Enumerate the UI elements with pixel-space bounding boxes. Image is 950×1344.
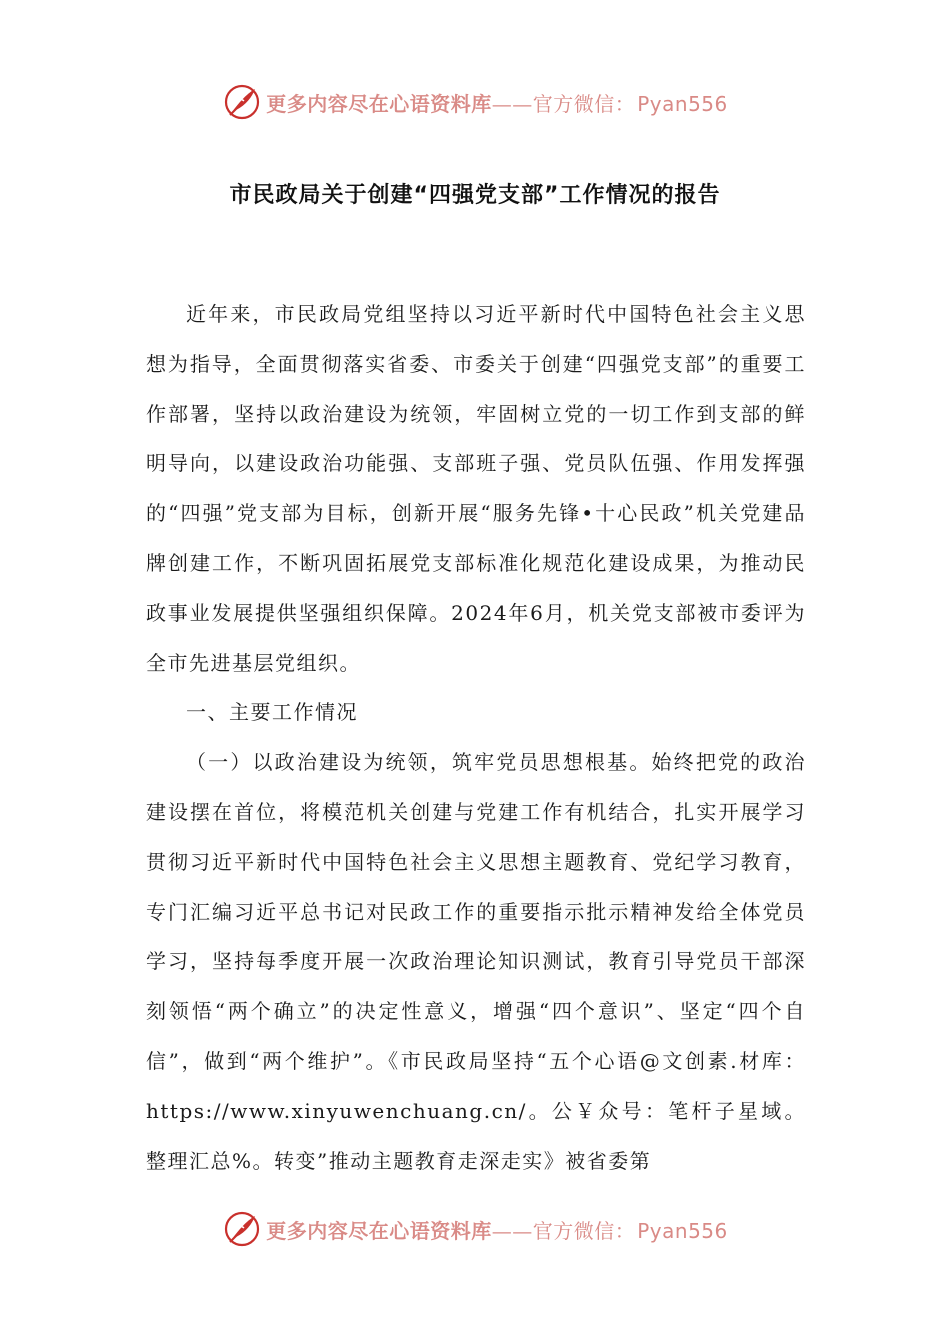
watermark-text xyxy=(266,88,728,117)
watermark-contact-id: Pyan556 xyxy=(637,1218,728,1243)
watermark-contact-label: 官方微信： xyxy=(532,91,636,116)
watermark-separator: —— xyxy=(491,1218,533,1243)
intro-paragraph: 近年来，市民政局党组坚持以习近平新时代中国特色社会主义思想为指导，全面贯彻落实省委、市委关于创建“四强党支部”的重要工作部署，坚持以政治建设为统领，牢固树立党的一切工作到支部的鲜明导向，以建设政治功能强、支部班子强、党员队伍强、作用发挥强的“四强”党支部为目标，创新开展“服务先锋•十心民政”机关党建品牌创建工作，不断巩固拓展党支部标准化规范化建设成果，为推动民政事业发展提供坚强组织保障。2024年6月，机关党支部被市委评为全市先进基层党组织。 xyxy=(146,302,806,675)
watermark-brand: 更多内容尽在心语资料库 xyxy=(266,1218,492,1243)
watermark-separator: —— xyxy=(491,91,533,116)
quill-pen-logo-icon xyxy=(222,82,262,122)
body-paragraph: （一）以政治建设为统领，筑牢党员思想根基。始终把党的政治建设摆在首位，将模范机关创建与党建工作有机结合，扎实开展学习贯彻习近平新时代中国特色社会主义思想主题教育、党纪学习教育，专门汇编习近平总书记对民政工作的重要指示批示精神发给全体党员学习，坚持每季度开展一次政治理论知识测试，教育引导党员干部深刻领悟“两个确立”的决定性意义，增强“四个意识”、坚定“四个自信”，做到“两个维护”。《市民政局坚持“五个心语@文创素.材库：https://www.xinyuwenchuang.cn/。公￥众号：笔杆子星域。整理汇总%。转变”推动主题教育走深走实》被省委第 xyxy=(146,750,806,1173)
document-body xyxy=(146,290,806,1186)
quill-pen-logo-icon xyxy=(222,1209,262,1249)
header-watermark-banner xyxy=(0,80,950,124)
watermark-brand: 更多内容尽在心语资料库 xyxy=(266,91,492,116)
footer-watermark-banner xyxy=(0,1207,950,1251)
watermark-contact-label: 官方微信： xyxy=(532,1218,636,1243)
document-title: 市民政局关于创建“四强党支部”工作情况的报告 xyxy=(229,183,721,208)
watermark-text xyxy=(266,1215,728,1244)
section-heading: 一、主要工作情况 xyxy=(186,700,358,725)
watermark-contact-id: Pyan556 xyxy=(637,91,728,116)
